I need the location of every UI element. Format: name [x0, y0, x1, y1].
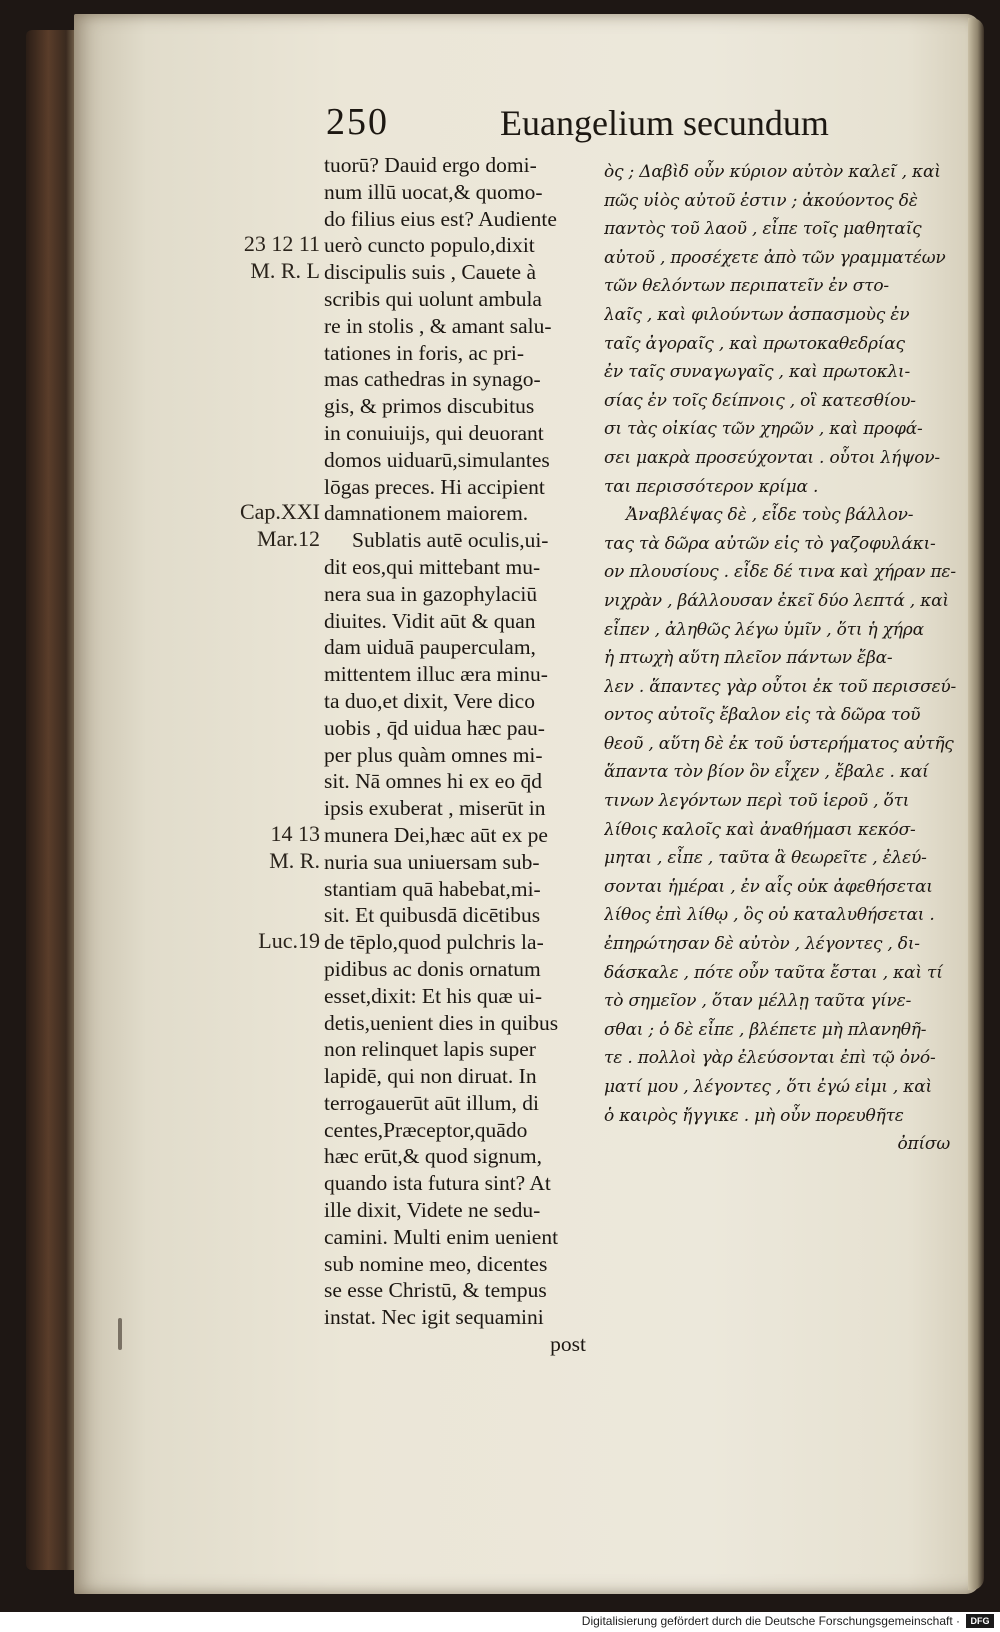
- latin-line: detis,uenient dies in quibus: [324, 1010, 559, 1035]
- greek-line: ται περισσότερον κρίμα .: [604, 476, 819, 497]
- latin-line: ipsis exuberat , miserūt in: [324, 796, 546, 821]
- latin-line: non relinquet lapis super: [324, 1037, 536, 1062]
- greek-line: λαῖς , καὶ φιλούντων ἀσπασμοὺς ἐν: [604, 304, 910, 325]
- latin-line: nera sua in gazophylaciū: [324, 581, 538, 606]
- page-header: [0, 100, 1000, 160]
- greek-line: ὀπίσω: [897, 1134, 950, 1155]
- latin-line: domos uiduarū,simulantes: [324, 447, 550, 472]
- greek-line: τε . πολλοὶ γὰρ ἐλεύσονται ἐπὶ τῷ ὀνό-: [604, 1048, 936, 1069]
- ink-mark: [118, 1318, 122, 1350]
- latin-line: uerò cuncto populo,dixit: [324, 233, 535, 258]
- greek-line: λίθος ἐπὶ λίθῳ , ὃς οὐ καταλυθήσεται .: [604, 905, 935, 926]
- latin-line: se esse Christū, & tempus: [324, 1278, 547, 1303]
- latin-line: do filius eius est? Audiente: [324, 206, 557, 231]
- margin-note: Luc.19: [258, 928, 320, 953]
- greek-line: ὁ καιρὸς ἤγγικε . μὴ οὖν πορευθῆτε: [604, 1105, 904, 1126]
- margin-note: M. R.: [269, 847, 320, 873]
- latin-line: scribis qui uolunt ambula: [324, 286, 542, 311]
- page-number: 250: [326, 101, 389, 143]
- margin-note: 14 13: [270, 820, 320, 846]
- latin-line: ille dixit, Videte ne sedu-: [324, 1198, 541, 1223]
- greek-line: τινων λεγόντων περὶ τοῦ ἱεροῦ , ὅτι: [604, 791, 910, 812]
- latin-line: tuorū? Dauid ergo domi-: [324, 153, 537, 177]
- latin-line: in conuiuijs, qui deuorant: [324, 420, 544, 445]
- greek-line: σίας ἐν τοῖς δείπνοις , οἳ κατεσθίου-: [604, 390, 916, 411]
- greek-line: τῶν θελόντων περιπατεῖν ἐν στο-: [604, 276, 889, 297]
- greek-line: ἡ πτωχὴ αὕτη πλεῖον πάντων ἔβα-: [604, 648, 893, 669]
- page-fore-edge: [968, 18, 984, 1590]
- greek-line: εἶπεν , ἀληθῶς λέγω ὑμῖν , ὅτι ἡ χήρα: [604, 619, 924, 640]
- latin-line: centes,Præceptor,quādo: [324, 1117, 528, 1142]
- latin-line: esset,dixit: Et his quæ ui-: [324, 983, 542, 1008]
- greek-line: ον πλουσίους . εἶδε δέ τινα καὶ χήραν πε-: [604, 562, 956, 583]
- latin-text-column: [324, 152, 594, 1358]
- running-title: Euangelium secundum: [500, 103, 829, 143]
- greek-line: σει μακρὰ προσεύχονται . οὗτοι λήψον-: [604, 447, 940, 468]
- latin-line: uobis , q̄d uidua hæc pau-: [324, 715, 545, 740]
- latin-line: post: [550, 1332, 586, 1357]
- latin-line: Sublatis autē oculis,ui-: [352, 528, 549, 553]
- latin-line: sit. Nā omnes hi ex eo q̄d: [324, 769, 542, 794]
- greek-line: ἐπηρώτησαν δὲ αὐτὸν , λέγοντες , δι-: [604, 934, 920, 955]
- greek-line: πῶς υἱὸς αὐτοῦ ἐστιν ; ἀκούοντος δὲ: [604, 190, 918, 211]
- greek-line: νιχρὰν , βάλλουσαν ἐκεῖ δύο λεπτά , καὶ: [604, 590, 949, 611]
- greek-line: μηται , εἶπε , ταῦτα ἃ θεωρεῖτε , ἐλεύ-: [604, 848, 927, 869]
- book-spine-edge: [26, 30, 76, 1570]
- latin-line: gis, & primos discubitus: [324, 394, 535, 419]
- latin-line: damnationem maiorem.: [324, 501, 529, 526]
- greek-line: τας τὰ δῶρα αὐτῶν εἰς τὸ γαζοφυλάκι-: [604, 533, 936, 554]
- greek-line: ἐν ταῖς συναγωγαῖς , καὶ πρωτοκλι-: [604, 362, 911, 383]
- greek-line: ταῖς ἀγοραῖς , καὶ πρωτοκαθεδρίας: [604, 333, 905, 354]
- latin-line: re in stolis , & amant salu-: [324, 313, 552, 338]
- funding-notice: Digitalisierung gefördert durch die Deutsche Forschungsgemeinschaft ·: [581, 1614, 960, 1628]
- latin-line: lōgas preces. Hi accipient: [324, 474, 545, 499]
- latin-line: terrogauerūt aūt illum, di: [324, 1090, 539, 1115]
- latin-line: tationes in foris, ac pri-: [324, 340, 525, 365]
- greek-line: οντος αὐτοῖς ἔβαλον εἰς τὰ δῶρα τοῦ: [604, 705, 921, 726]
- greek-line: σθαι ; ὁ δὲ εἶπε , βλέπετε μὴ πλανηθῆ-: [604, 1019, 927, 1040]
- latin-line: lapidē, qui non diruat. In: [324, 1064, 537, 1089]
- latin-line: discipulis suis , Cauete à: [324, 260, 536, 285]
- latin-line: sub nomine meo, dicentes: [324, 1251, 548, 1276]
- latin-line: hæc erūt,& quod signum,: [324, 1144, 542, 1169]
- latin-line: nuria sua uniuersam sub-: [324, 849, 540, 874]
- greek-line: λίθοις καλοῖς καὶ ἀναθήμασι κεκόσ-: [604, 819, 916, 840]
- latin-line: camini. Multi enim uenient: [324, 1224, 559, 1249]
- greek-line: Ἀναβλέψας δὲ , εἶδε τοὺς βάλλον-: [626, 505, 914, 526]
- latin-line: dit eos,qui mittebant mu-: [324, 554, 541, 579]
- margin-note: 23 12 11: [243, 231, 320, 257]
- greek-line: ματί μου , λέγοντες , ὅτι ἐγώ εἰμι , καὶ: [604, 1077, 932, 1097]
- margin-note: M. R. L: [250, 258, 320, 283]
- latin-line: munera Dei,hæc aūt ex pe: [324, 822, 548, 847]
- margin-note: Cap.XXI: [239, 499, 320, 525]
- greek-line: παντὸς τοῦ λαοῦ , εἶπε τοῖς μαθηταῖς: [604, 219, 922, 240]
- latin-line: instat. Nec igit sequamini: [324, 1305, 544, 1330]
- latin-line: stantiam quā habebat,mi-: [324, 876, 541, 901]
- latin-line: dam uiduā pauperculam,: [324, 635, 536, 660]
- greek-text-column: [604, 158, 964, 1159]
- footer-bar: [0, 1612, 1000, 1632]
- greek-line: τὸ σημεῖον , ὅταν μέλλῃ ταῦτα γίνε-: [604, 991, 912, 1012]
- greek-line: σι τὰς οἰκίας τῶν χηρῶν , καὶ προφά-: [604, 419, 923, 440]
- latin-line: num illū uocat,& quomo-: [324, 179, 543, 204]
- greek-line: ἅπαντα τὸν βίον ὃν εἶχεν , ἔβαλε . καί: [604, 762, 929, 783]
- latin-line: per plus quàm omnes mi-: [324, 742, 543, 767]
- latin-line: mas cathedras in synago-: [324, 367, 541, 392]
- dfg-logo: DFG: [966, 1614, 994, 1628]
- latin-line: de tēplo,quod pulchris la-: [324, 930, 544, 955]
- greek-line: δάσκαλε , πότε οὖν ταῦτα ἔσται , καὶ τί: [604, 962, 943, 983]
- margin-note: Mar.12: [257, 526, 320, 551]
- latin-line: pidibus ac donis ornatum: [324, 956, 541, 981]
- greek-line: σονται ἡμέραι , ἐν αἷς οὐκ ἀφεθήσεται: [604, 876, 933, 897]
- greek-line: αὐτοῦ , προσέχετε ἀπὸ τῶν γραμματέων: [604, 247, 946, 268]
- latin-line: quando ista futura sint? At: [324, 1171, 551, 1196]
- latin-line: ta duo,et dixit, Vere dico: [324, 688, 535, 713]
- greek-line: θεοῦ , αὕτη δὲ ἐκ τοῦ ὑστερήματος αὐτῆς: [604, 733, 954, 754]
- latin-line: diuites. Vidit aūt & quan: [324, 608, 536, 633]
- greek-line: λεν . ἅπαντες γὰρ οὗτοι ἐκ τοῦ περισσεύ-: [604, 676, 957, 697]
- latin-line: sit. Et quibusdā dicētibus: [324, 903, 541, 928]
- latin-line: mittentem illuc æra minu-: [324, 662, 548, 687]
- greek-line: ὸς ; Δαβὶδ οὖν κύριον αὐτὸν καλεῖ , καὶ: [604, 162, 941, 182]
